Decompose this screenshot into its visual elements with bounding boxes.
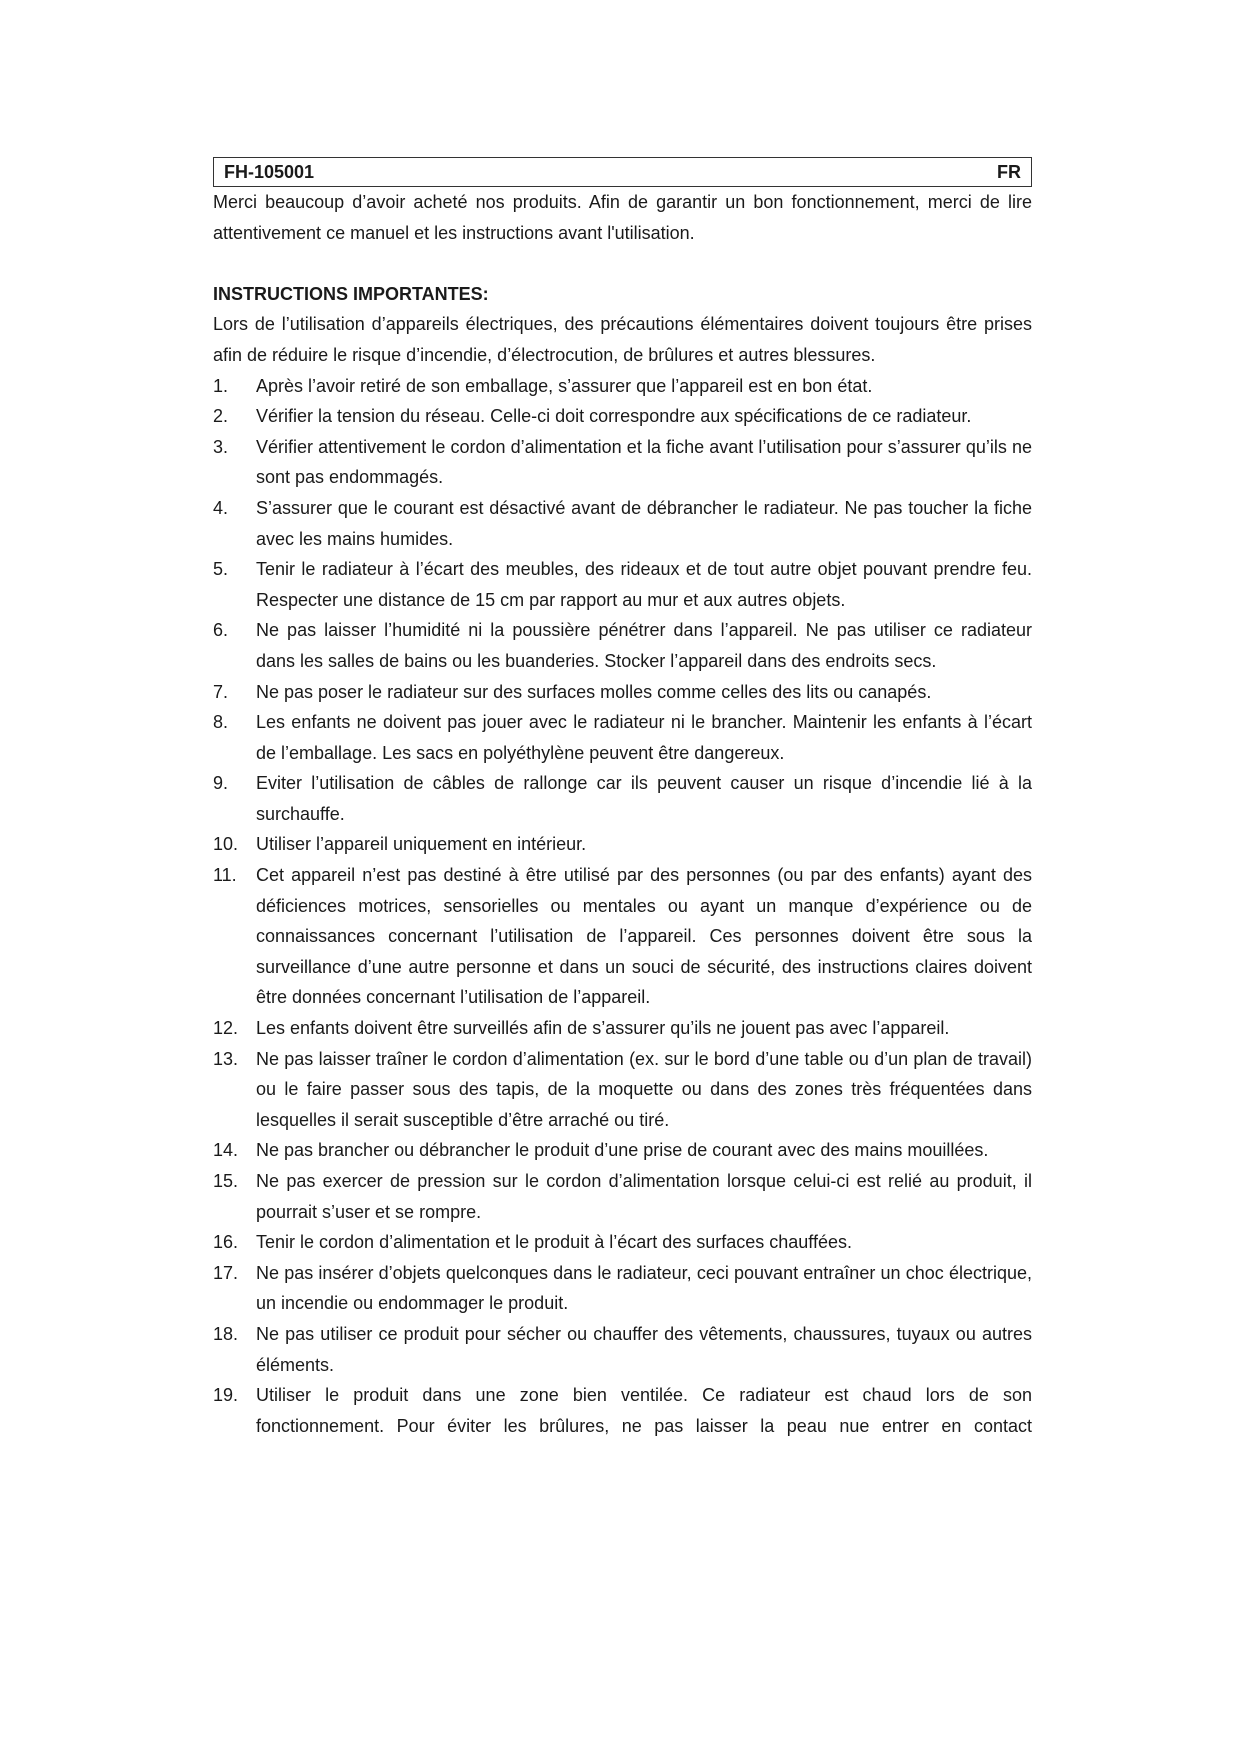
list-item bbox=[213, 707, 1032, 768]
list-item bbox=[213, 371, 1032, 402]
manual-page bbox=[213, 157, 1032, 1441]
section-heading: INSTRUCTIONS IMPORTANTES: bbox=[213, 283, 489, 304]
item-number: 5. bbox=[213, 559, 229, 580]
list-item bbox=[213, 615, 1032, 676]
item-text: Ne pas utiliser ce produit pour sécher ou chauffer des vêtements, chaussures, tuyaux ou autres éléments. bbox=[256, 1323, 1032, 1375]
item-number: 6. bbox=[213, 620, 229, 641]
item-number: 8. bbox=[213, 712, 229, 733]
item-number: 10. bbox=[213, 834, 239, 855]
list-item bbox=[213, 432, 1032, 493]
list-item bbox=[213, 1044, 1032, 1136]
list-item bbox=[213, 677, 1032, 708]
item-number: 15. bbox=[213, 1171, 239, 1191]
list-item bbox=[213, 1319, 1032, 1380]
item-text: Utiliser le produit dans une zone bien ventilée. Ce radiateur est chaud lors de son fonctionnement. Pour éviter les brûlures, ne pas laisser la peau nue entrer en contact bbox=[256, 1385, 1032, 1436]
item-text: Vérifier la tension du réseau. Celle-ci doit correspondre aux spécifications de ce radiateur. bbox=[256, 406, 972, 427]
list-item bbox=[213, 493, 1032, 554]
list-item bbox=[213, 1166, 1032, 1227]
item-number: 19. bbox=[213, 1385, 239, 1406]
item-text: Ne pas brancher ou débrancher le produit d’une prise de courant avec des mains mouillées. bbox=[256, 1140, 989, 1161]
model-number: FH-105001 bbox=[224, 161, 315, 182]
list-item bbox=[213, 1135, 1032, 1166]
item-text: Ne pas laisser l’humidité ni la poussière pénétrer dans l’appareil. Ne pas utiliser ce radiateur dans les salles de bains ou les buanderies. Stocker l’appareil dans des endroits secs. bbox=[256, 620, 1032, 671]
list-item bbox=[213, 554, 1032, 615]
item-text: Ne pas poser le radiateur sur des surfaces molles comme celles des lits ou canapés. bbox=[256, 681, 932, 702]
item-text: Ne pas insérer d’objets quelconques dans le radiateur, ceci pouvant entraîner un choc électrique, un incendie ou endommager le produit. bbox=[256, 1262, 1032, 1314]
list-item bbox=[213, 1380, 1032, 1441]
list-item bbox=[213, 768, 1032, 829]
list-item bbox=[213, 401, 1032, 432]
spacer bbox=[213, 248, 1032, 279]
list-item bbox=[213, 1258, 1032, 1319]
item-text: Ne pas laisser traîner le cordon d’alimentation (ex. sur le bord d’une table ou d’un plan de travail) ou le faire passer sous des tapis, de la moquette ou dans des zones très fréquentées dans lesquelles il serait susceptible d’être arraché ou tiré. bbox=[256, 1048, 1032, 1130]
item-text: Les enfants ne doivent pas jouer avec le radiateur ni le brancher. Maintenir les enfants à l’écart de l’emballage. Les sacs en polyéthylène peuvent être dangereux. bbox=[256, 712, 1032, 763]
item-text: Cet appareil n’est pas destiné à être utilisé par des personnes (ou par des enfants) ayant des déficiences motrices, sensorielles ou mentales ou ayant un manque d’expérience ou de connaissances concernant l’utilisation de l’appareil. Ces personnes doivent être sous la surveillance d’une autre personne et dans un souci de sécurité, des instructions claires doivent être données concernant l’utilisation de l’appareil. bbox=[256, 865, 1032, 1008]
item-number: 4. bbox=[213, 497, 229, 518]
item-number: 3. bbox=[213, 436, 229, 457]
language-code: FR bbox=[997, 161, 1021, 182]
item-number: 11. bbox=[213, 865, 237, 886]
item-number: 17. bbox=[213, 1262, 239, 1283]
item-number: 7. bbox=[213, 681, 229, 702]
item-text: Après l’avoir retiré de son emballage, s’assurer que l’appareil est en bon état. bbox=[256, 375, 873, 396]
item-text: Ne pas exercer de pression sur le cordon d’alimentation lorsque celui-ci est relié au produit, il pourrait s’user et se rompre. bbox=[256, 1171, 1032, 1222]
header-box bbox=[213, 157, 1032, 187]
item-text: Utiliser l’appareil uniquement en intérieur. bbox=[256, 834, 587, 855]
list-item bbox=[213, 1013, 1032, 1044]
item-text: S’assurer que le courant est désactivé avant de débrancher le radiateur. Ne pas toucher la fiche avec les mains humides. bbox=[256, 497, 1032, 549]
item-text: Vérifier attentivement le cordon d’alimentation et la fiche avant l’utilisation pour s’assurer qu’ils ne sont pas endommagés. bbox=[256, 436, 1032, 488]
item-number: 16. bbox=[213, 1232, 239, 1253]
list-item bbox=[213, 1227, 1032, 1258]
item-number: 14. bbox=[213, 1140, 239, 1161]
list-item bbox=[213, 860, 1032, 1013]
list-item bbox=[213, 829, 1032, 860]
item-text: Eviter l’utilisation de câbles de rallonge car ils peuvent causer un risque d’incendie lié à la surchauffe. bbox=[256, 773, 1032, 824]
intro-paragraph: Merci beaucoup d’avoir acheté nos produits. Afin de garantir un bon fonctionnement, merci de lire attentivement ce manuel et les instructions avant l'utilisation. bbox=[213, 192, 1032, 243]
item-number: 18. bbox=[213, 1323, 239, 1344]
item-number: 1. bbox=[213, 375, 229, 396]
item-number: 2. bbox=[213, 406, 229, 427]
item-number: 9. bbox=[213, 773, 229, 794]
item-number: 13. bbox=[213, 1048, 239, 1069]
item-text: Les enfants doivent être surveillés afin de s’assurer qu’ils ne jouent pas avec l’appareil. bbox=[256, 1018, 950, 1039]
item-text: Tenir le cordon d’alimentation et le produit à l’écart des surfaces chauffées. bbox=[256, 1232, 853, 1253]
section-lead: Lors de l’utilisation d’appareils électriques, des précautions élémentaires doivent toujours être prises afin de réduire le risque d’incendie, d’électrocution, de brûlures et autres blessures. bbox=[213, 314, 1032, 365]
item-text: Tenir le radiateur à l’écart des meubles, des rideaux et de tout autre objet pouvant prendre feu. Respecter une distance de 15 cm par rapport au mur et aux autres objets. bbox=[256, 559, 1032, 610]
item-number: 12. bbox=[213, 1018, 239, 1039]
instructions-list bbox=[213, 371, 1032, 1442]
